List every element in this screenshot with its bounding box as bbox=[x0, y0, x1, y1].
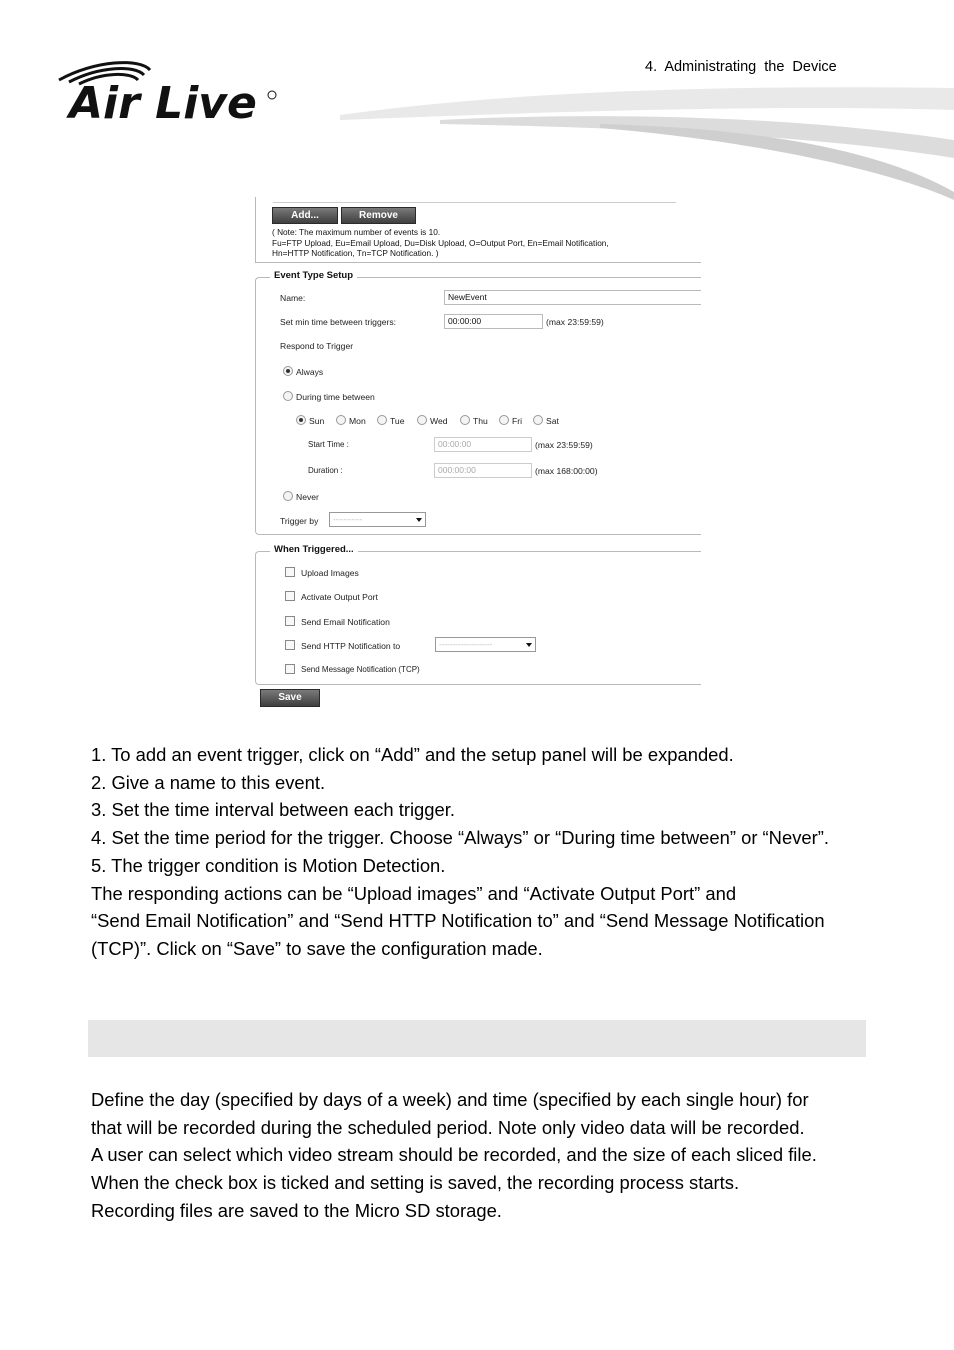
note-line: Hn=HTTP Notification, Tn=TCP Notification. ) bbox=[272, 248, 439, 258]
recording-line: that will be recorded during the scheduled period. Note only video data will be recorded. bbox=[91, 1116, 805, 1138]
chevron-down-icon bbox=[416, 518, 422, 522]
duration-input[interactable]: 000:00:00 bbox=[434, 463, 532, 478]
day-radio-thu[interactable] bbox=[460, 415, 470, 425]
instruction-line: (TCP)”. Click on “Save” to save the configuration made. bbox=[91, 937, 543, 959]
day-label-tue: Tue bbox=[390, 416, 405, 426]
header-swoosh-decoration bbox=[340, 80, 954, 200]
send-email-checkbox[interactable] bbox=[285, 616, 295, 626]
instructions bbox=[91, 741, 829, 963]
remove-button[interactable]: Remove bbox=[341, 207, 416, 224]
duration-hint: (max 168:00:00) bbox=[535, 466, 598, 476]
events-note bbox=[272, 227, 609, 259]
add-button[interactable]: Add... bbox=[272, 207, 338, 224]
day-radio-sat[interactable] bbox=[533, 415, 543, 425]
day-label-fri: Fri bbox=[512, 416, 523, 426]
instruction-line: 1. To add an event trigger, click on “Add” and the setup panel will be expanded. bbox=[91, 744, 734, 765]
never-label: Never bbox=[296, 492, 319, 502]
upload-images-label: Upload Images bbox=[301, 568, 359, 578]
name-input[interactable]: NewEvent bbox=[444, 290, 701, 305]
day-label-sat: Sat bbox=[546, 416, 559, 426]
day-radio-fri[interactable] bbox=[499, 415, 509, 425]
day-label-thu: Thu bbox=[473, 416, 488, 426]
send-email-label: Send Email Notification bbox=[301, 617, 390, 627]
during-label: During time between bbox=[296, 392, 375, 402]
day-label-sun: Sun bbox=[309, 416, 325, 426]
trigger-by-label: Trigger by bbox=[280, 516, 319, 526]
start-time-label: Start Time : bbox=[308, 440, 349, 449]
trigger-by-value: ----------- bbox=[333, 515, 363, 524]
chevron-down-icon bbox=[526, 643, 532, 647]
name-label: Name: bbox=[280, 293, 306, 303]
recording-line: Define the day (specified by days of a week) and time (specified by each single hour) for bbox=[91, 1089, 809, 1110]
instruction-line: The responding actions can be “Upload images” and “Activate Output Port” and bbox=[91, 882, 737, 904]
day-radio-mon[interactable] bbox=[336, 415, 346, 425]
note-line: Fu=FTP Upload, Eu=Email Upload, Du=Disk Upload, O=Output Port, En=Email Notification, bbox=[272, 237, 609, 248]
upload-images-checkbox[interactable] bbox=[285, 567, 295, 577]
start-time-input[interactable]: 00:00:00 bbox=[434, 437, 532, 452]
when-triggered-legend: When Triggered... bbox=[270, 544, 358, 555]
day-label-mon: Mon bbox=[349, 416, 366, 426]
instruction-line: 2. Give a name to this event. bbox=[91, 771, 326, 793]
event-list-divider bbox=[273, 202, 676, 203]
duration-label: Duration : bbox=[308, 466, 343, 475]
send-http-checkbox[interactable] bbox=[285, 640, 295, 650]
always-label: Always bbox=[296, 367, 324, 377]
airlive-logo bbox=[55, 58, 285, 128]
min-time-hint: (max 23:59:59) bbox=[546, 317, 604, 327]
send-http-select[interactable] bbox=[435, 637, 536, 652]
event-type-legend: Event Type Setup bbox=[270, 270, 357, 281]
trigger-by-select[interactable] bbox=[329, 512, 426, 527]
activate-output-label: Activate Output Port bbox=[301, 592, 378, 602]
section-heading-band bbox=[88, 1020, 866, 1057]
day-radio-wed[interactable] bbox=[417, 415, 427, 425]
day-label-wed: Wed bbox=[430, 416, 448, 426]
send-http-label: Send HTTP Notification to bbox=[301, 641, 401, 651]
send-message-checkbox[interactable] bbox=[285, 664, 295, 674]
save-button[interactable]: Save bbox=[260, 689, 320, 707]
logo-wordmark: Air Live bbox=[69, 78, 257, 128]
instruction-line: 5. The trigger condition is Motion Detection. bbox=[91, 854, 446, 876]
always-radio[interactable] bbox=[283, 366, 293, 376]
start-time-hint: (max 23:59:59) bbox=[535, 440, 593, 450]
instruction-line: “Send Email Notification” and “Send HTTP Notification to” and “Send Message Notification bbox=[91, 910, 825, 932]
recording-line: Recording files are saved to the Micro SD storage. bbox=[91, 1199, 502, 1221]
send-http-value: -------------------- bbox=[439, 640, 493, 649]
never-radio[interactable] bbox=[283, 491, 293, 501]
recording-line: A user can select which video stream should be recorded, and the size of each sliced file. bbox=[91, 1144, 817, 1166]
send-message-label: Send Message Notification (TCP) bbox=[301, 665, 420, 674]
event-setup-screenshot bbox=[255, 197, 701, 712]
respond-label: Respond to Trigger bbox=[280, 341, 354, 351]
day-radio-sun[interactable] bbox=[296, 415, 306, 425]
chapter-title: 4. Administrating the Device bbox=[645, 59, 837, 75]
activate-output-checkbox[interactable] bbox=[285, 591, 295, 601]
recording-line: When the check box is ticked and setting is saved, the recording process starts. bbox=[91, 1172, 740, 1194]
instruction-line: 4. Set the time period for the trigger. Choose “Always” or “During time between” or “Never”. bbox=[91, 827, 829, 849]
note-line: ( Note: The maximum number of events is 10. bbox=[272, 227, 441, 237]
recording-description bbox=[91, 1086, 817, 1225]
min-time-input[interactable]: 00:00:00 bbox=[444, 314, 543, 329]
min-time-label: Set min time between triggers: bbox=[280, 317, 397, 327]
day-radio-tue[interactable] bbox=[377, 415, 387, 425]
instruction-line: 3. Set the time interval between each trigger. bbox=[91, 799, 455, 821]
during-radio[interactable] bbox=[283, 391, 293, 401]
